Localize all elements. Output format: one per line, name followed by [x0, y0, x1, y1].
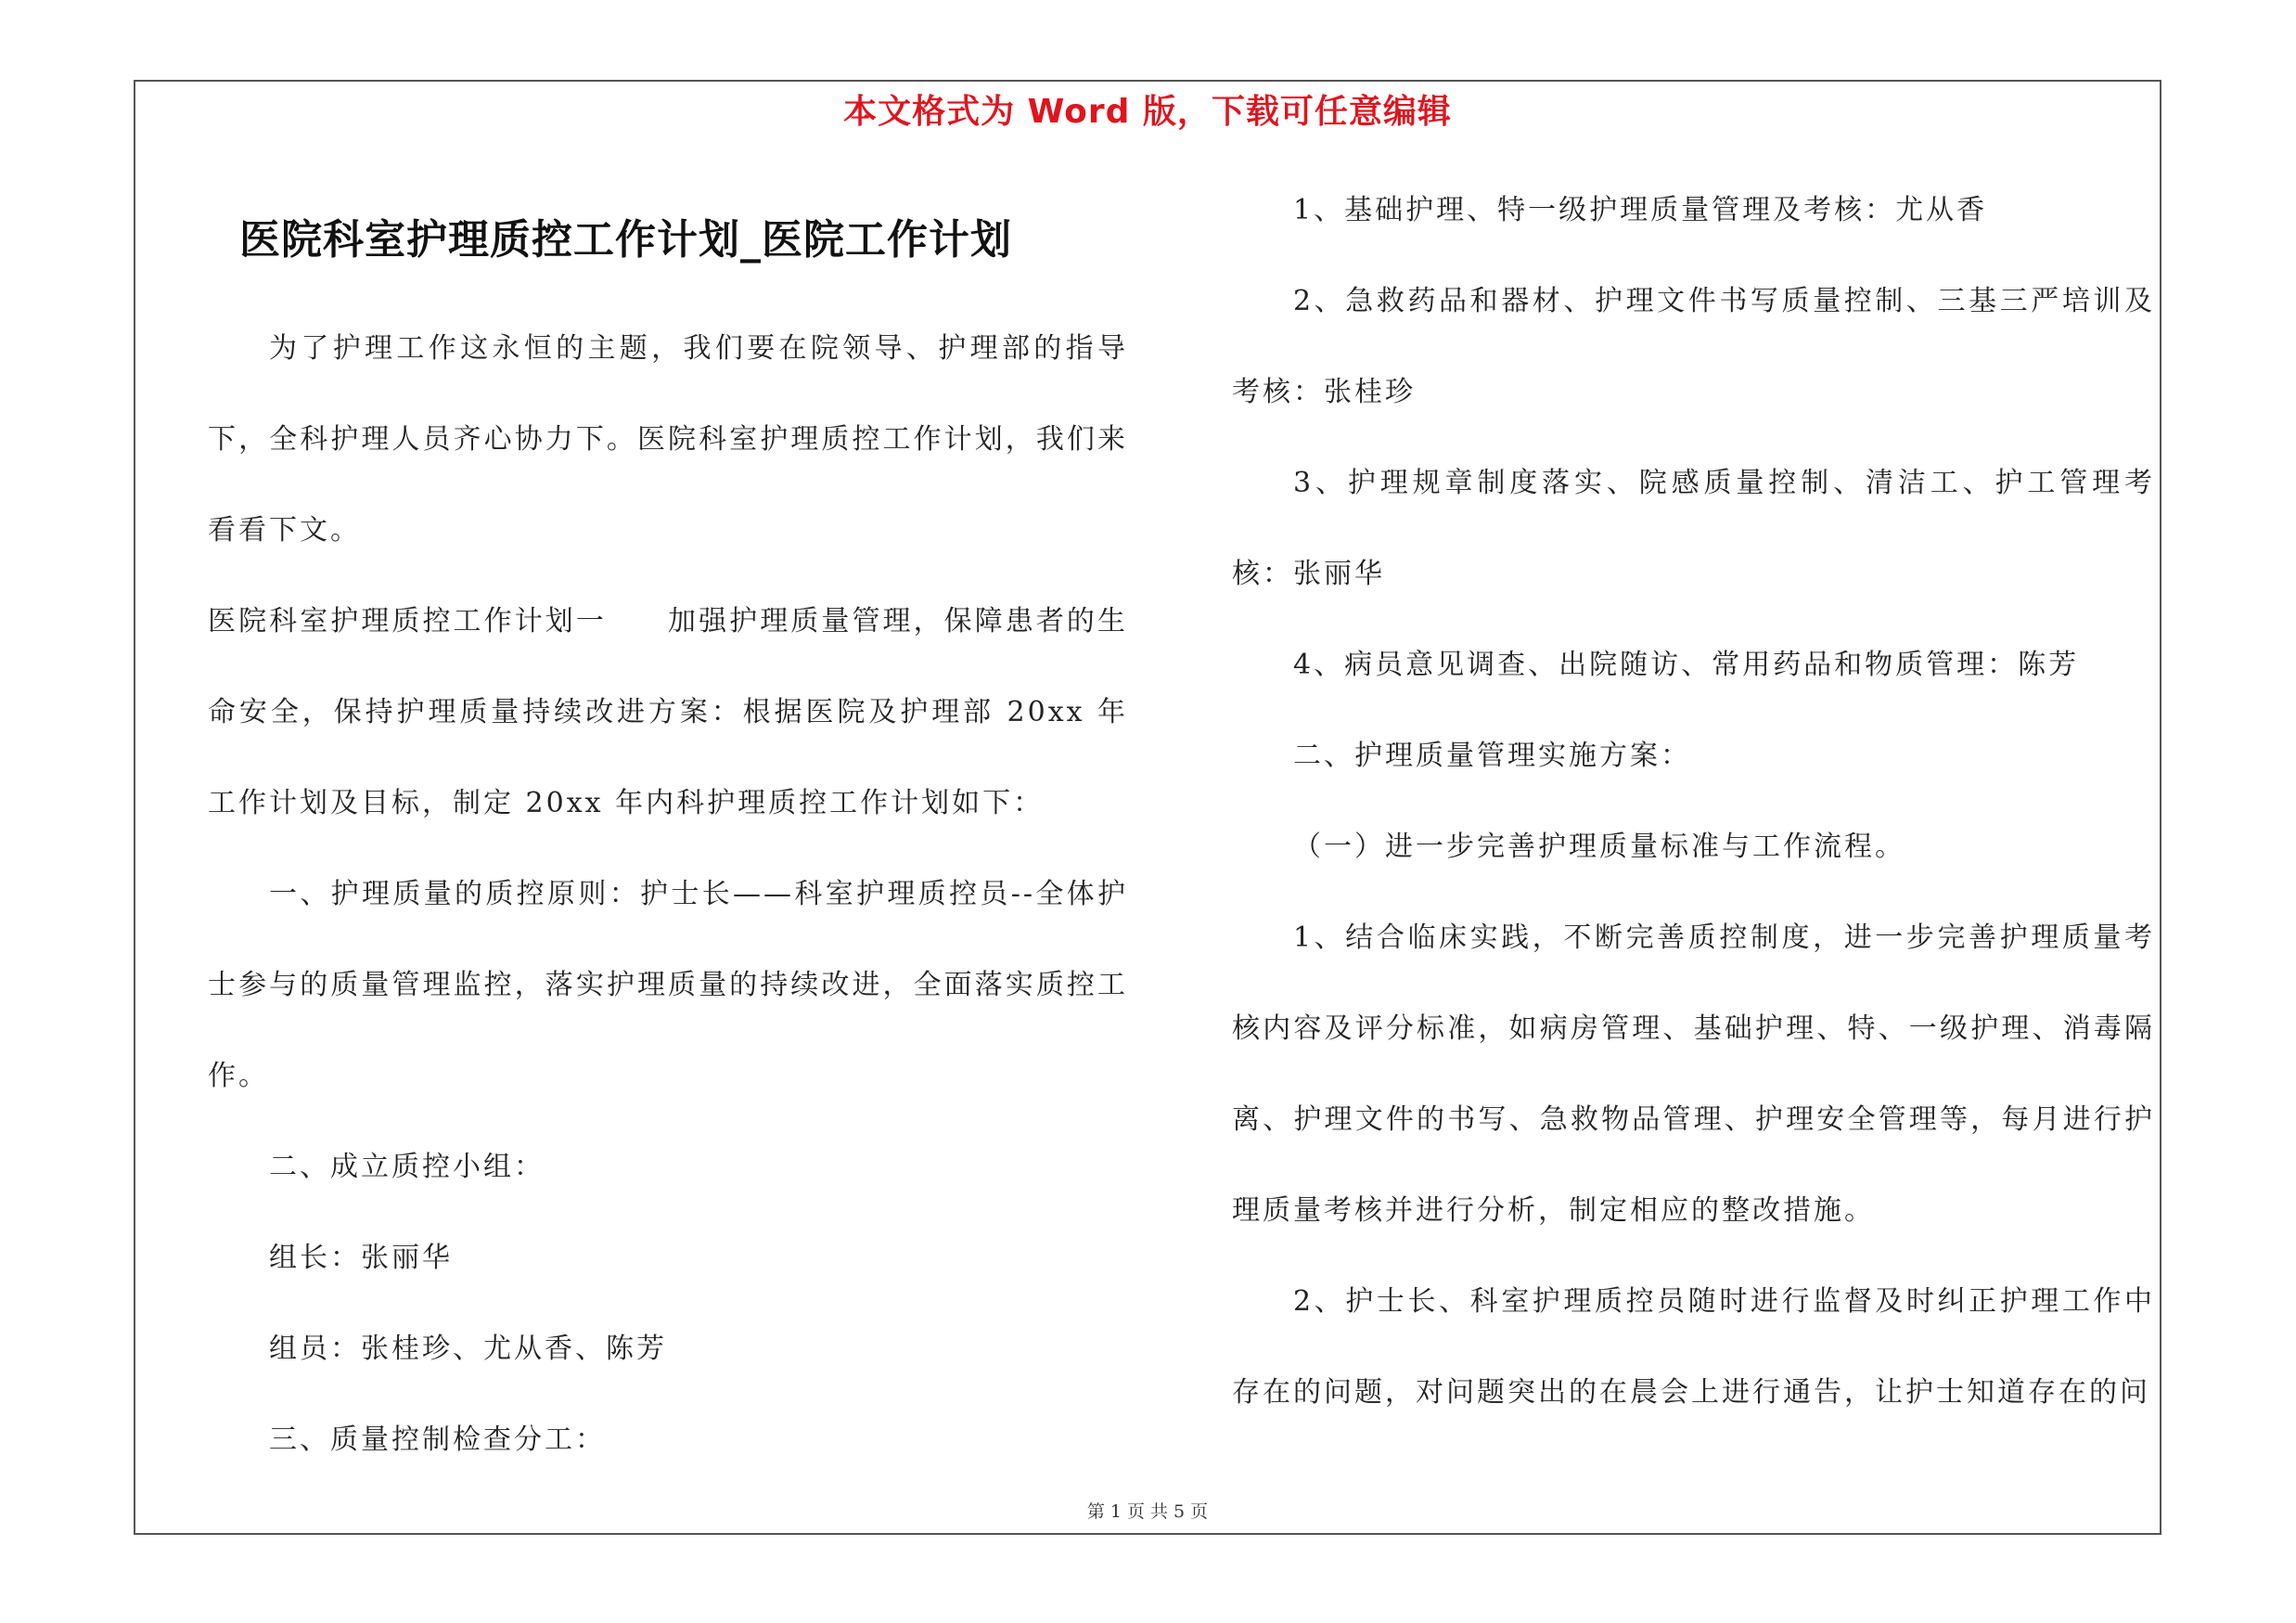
paragraph: 组员：张桂珍、尤从香、陈芳: [269, 1333, 667, 1365]
paragraph: 2、急救药品和器材、护理文件书写质量控制、三基三严培训及考核：张桂珍: [1232, 285, 2155, 408]
paragraph: 二、护理质量管理实施方案：: [1293, 740, 1691, 772]
paragraph: 4、病员意见调查、出院随访、常用药品和物质管理：陈芳: [1293, 649, 2080, 681]
paragraph: 二、成立质控小组：: [269, 1151, 545, 1183]
page-number-footer: 第 1 页 共 5 页: [1086, 1501, 1209, 1522]
paragraph: 一、护理质量的质控原则：护士长——科室护理质控员--全体护士参与的质量管理监控，落实护理质量的持续改进，全面落实质控工作。: [208, 878, 1128, 1092]
paragraph: 为了护理工作这永恒的主题，我们要在院领导、护理部的指导下，全科护理人员齐心协力下。医院科室护理质控工作计划，我们来看看下文。: [208, 332, 1128, 547]
document-title: 医院科室护理质控工作计划_医院工作计划: [239, 216, 1012, 264]
paragraph: 1、基础护理、特一级护理质量管理及考核：尤从香: [1293, 194, 1988, 226]
right-column: [1232, 165, 2155, 1438]
paragraph: 1、结合临床实践，不断完善质控制度，进一步完善护理质量考核内容及评分标准，如病房管理、基础护理、特、一级护理、消毒隔离、护理文件的书写、急救物品管理、护理安全管理等，每月进行护理质量考核并进行分析，制定相应的整改措施。: [1232, 921, 2155, 1227]
paragraph: 组长：张丽华: [269, 1242, 453, 1274]
paragraph: （一）进一步完善护理质量标准与工作流程。: [1293, 831, 1905, 863]
paragraph: 医院科室护理质控工作计划一 加强护理质量管理，保障患者的生命安全，保持护理质量持续改进方案：根据医院及护理部 20xx 年工作计划及目标，制定 20xx 年内科护理质控工作计划如下：: [208, 605, 1128, 819]
paragraph: 2、护士长、科室护理质控员随时进行监督及时纠正护理工作中存在的问题，对问题突出的在晨会上进行通告，让护士知道存在的问: [1232, 1285, 2155, 1409]
left-column: [208, 303, 1128, 1486]
format-banner: 本文格式为 Word 版，下载可任意编辑: [843, 93, 1452, 131]
paragraph: 3、护理规章制度落实、院感质量控制、清洁工、护工管理考核：张丽华: [1232, 467, 2155, 590]
paragraph: 三、质量控制检查分工：: [269, 1423, 606, 1456]
